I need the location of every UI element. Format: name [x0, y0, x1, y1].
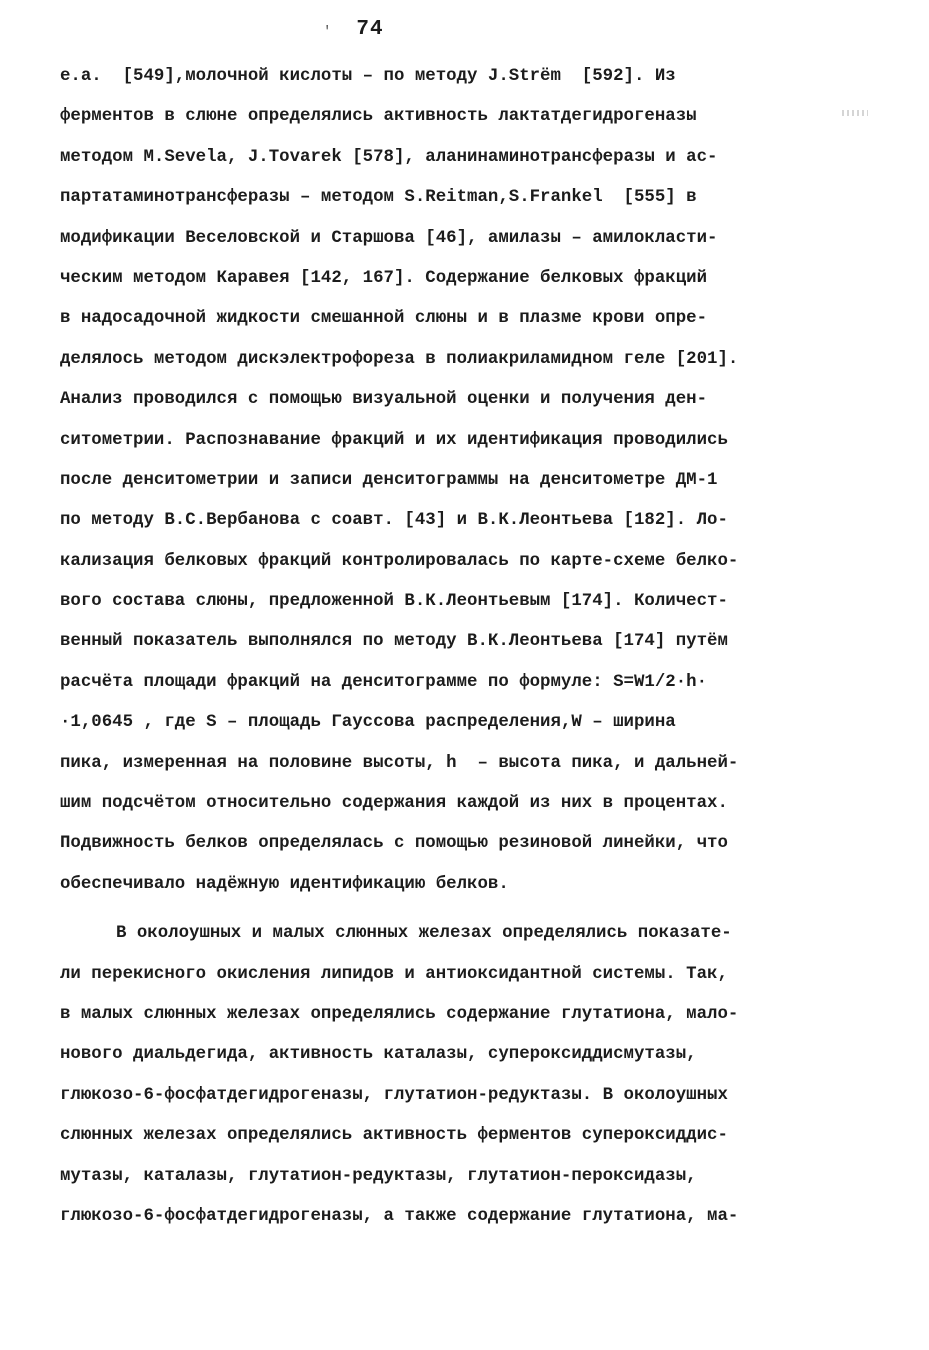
text-line: вого состава слюны, предложенной В.К.Леонтьевым [174]. Количест- — [60, 592, 728, 612]
text-line: пика, измеренная на половине высоты, h – высота пика, и дальней- — [60, 753, 739, 773]
page-mark: ' — [323, 24, 332, 40]
text-line: после денситометрии и записи денситограммы на денситометре ДМ-1 — [60, 470, 718, 490]
text-line: кализация белковых фракций контролировалась по карте-схеме белко- — [60, 551, 739, 571]
text-line: модификации Веселовской и Старшова [46], амилазы – амилокласти- — [60, 228, 718, 248]
body-text — [60, 57, 850, 1237]
text-line: слюнных железах определялись активность ферментов супероксиддис- — [60, 1126, 728, 1146]
text-line: нового диальдегида, активность каталазы, супероксиддисмутазы, — [60, 1045, 697, 1065]
text-line: глюкозо-6-фосфатдегидрогеназы, глутатион-редуктазы. В околоушных — [60, 1085, 728, 1105]
text-line: ферментов в слюне определялись активность лактатдегидрогеназы — [60, 107, 697, 127]
text-line: ческим методом Каравея [142, 167]. Содержание белковых фракций — [60, 268, 708, 288]
text-line: обеспечивало надёжную идентификацию белков. — [60, 874, 509, 894]
text-line: Анализ проводился с помощью визуальной оценки и получения ден- — [60, 390, 708, 410]
text-line: е.а. [549],молочной кислоты – по методу J.Strёm [592]. Из — [60, 67, 676, 86]
paragraph-1 — [60, 57, 850, 905]
text-line: ли перекисного окисления липидов и антиоксидантной системы. Так, — [60, 964, 728, 984]
formula-line: расчёта площади фракций на денситограмме по формуле: S=W1/2·h· — [60, 672, 708, 692]
text-line: глюкозо-6-фосфатдегидрогеназы, а также содержание глутатиона, ма- — [60, 1206, 739, 1226]
text-line: шим подсчётом относительно содержания каждой из них в процентах. — [60, 794, 728, 814]
formula-line: ·1,0645 , где S – площадь Гауссова распределения,W – ширина — [60, 713, 676, 733]
text-line: В околоушных и малых слюнных железах определялись показате- — [116, 924, 732, 944]
text-line: по методу В.С.Вербанова с соавт. [43] и В.К.Леонтьева [182]. Ло- — [60, 511, 728, 531]
text-line: методом M.Sevela, J.Tovarek [578], аланинаминотрансферазы и ас- — [60, 147, 718, 167]
text-line: Подвижность белков определялась с помощью резиновой линейки, что — [60, 834, 728, 854]
text-line: мутазы, каталазы, глутатион-редуктазы, глутатион-пероксидазы, — [60, 1166, 697, 1186]
text-line: в малых слюнных железах определялись содержание глутатиона, мало- — [60, 1004, 739, 1024]
paragraph-2 — [60, 914, 850, 1237]
text-line: венный показатель выполнялся по методу В.К.Леонтьева [174] путём — [60, 632, 728, 652]
page-number: 74 — [356, 18, 384, 41]
text-line: партатаминотрансферазы – методом S.Reitman,S.Frankel [555] в — [60, 188, 697, 208]
text-line: делялось методом дискэлектрофореза в полиакриламидном геле [201]. — [60, 349, 739, 369]
text-line: ситометрии. Распознавание фракций и их идентификация проводились — [60, 430, 728, 450]
text-line: в надосадочной жидкости смешанной слюны и в плазме крови опре- — [60, 309, 708, 329]
